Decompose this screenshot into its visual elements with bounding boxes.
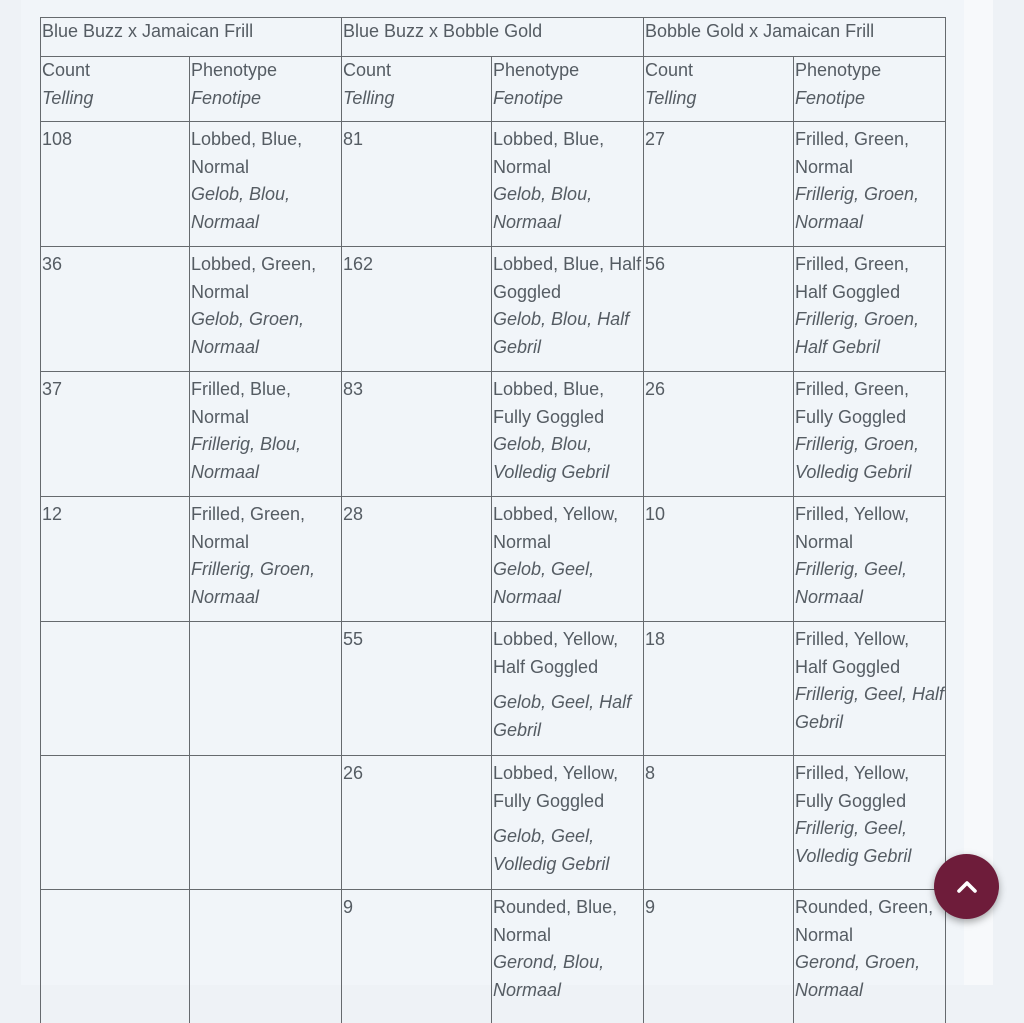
phenotype-af: Gelob, Blou, Half Gebril	[493, 306, 643, 361]
phenotype-cell	[190, 122, 342, 247]
phenotype-cell	[492, 122, 644, 247]
phenotype-en: Lobbed, Yellow, Fully Goggled	[493, 760, 643, 815]
phenotype-af: Frillerig, Groen, Normaal	[191, 556, 341, 611]
count-cell: 26	[644, 372, 794, 497]
count-header-af: Telling	[343, 85, 491, 113]
count-header-af: Telling	[42, 85, 189, 113]
phenotype-cell	[190, 756, 342, 890]
table-row	[41, 122, 946, 247]
count-header-en: Count	[343, 60, 391, 80]
table-row	[41, 372, 946, 497]
count-cell: 9	[342, 890, 492, 1023]
scroll-to-top-button[interactable]	[934, 854, 999, 919]
phenotype-af: Gelob, Blou, Volledig Gebril	[493, 431, 643, 486]
phenotype-cell	[794, 497, 946, 622]
count-header-af: Telling	[645, 85, 793, 113]
count-cell: 28	[342, 497, 492, 622]
table-row	[41, 497, 946, 622]
group-header-blue-buzz-bobble-gold: Blue Buzz x Bobble Gold	[342, 18, 644, 57]
count-cell: 162	[342, 247, 492, 372]
phenotype-en: Frilled, Green, Fully Goggled	[795, 376, 945, 431]
group-header-row	[41, 18, 946, 57]
phenotype-en: Rounded, Green, Normal	[795, 894, 945, 949]
phenotype-af: Frillerig, Groen, Half Gebril	[795, 306, 945, 361]
table-row	[41, 622, 946, 756]
phenotype-cell	[794, 756, 946, 890]
group-header-blue-buzz-jamaican-frill: Blue Buzz x Jamaican Frill	[41, 18, 342, 57]
phenotype-header-en: Phenotype	[493, 60, 579, 80]
phenotype-cell	[794, 247, 946, 372]
phenotype-cell	[190, 497, 342, 622]
phenotype-en: Lobbed, Blue, Half Goggled	[493, 251, 643, 306]
phenotype-en: Frilled, Blue, Normal	[191, 376, 341, 431]
phenotype-cell	[492, 497, 644, 622]
phenotype-en: Lobbed, Blue, Normal	[493, 126, 643, 181]
phenotype-cell	[492, 247, 644, 372]
count-cell: 36	[41, 247, 190, 372]
count-header	[342, 57, 492, 122]
phenotype-af: Frillerig, Groen, Volledig Gebril	[795, 431, 945, 486]
phenotype-en: Rounded, Blue, Normal	[493, 894, 643, 949]
count-cell: 83	[342, 372, 492, 497]
cross-results-table	[40, 17, 946, 1023]
count-cell: 27	[644, 122, 794, 247]
phenotype-cell	[492, 372, 644, 497]
phenotype-header	[794, 57, 946, 122]
count-cell: 56	[644, 247, 794, 372]
phenotype-af: Gerond, Groen, Normaal	[795, 949, 945, 1004]
phenotype-af: Frillerig, Blou, Normaal	[191, 431, 341, 486]
count-cell: 18	[644, 622, 794, 756]
count-cell: 26	[342, 756, 492, 890]
count-cell: 108	[41, 122, 190, 247]
phenotype-en: Lobbed, Yellow, Half Goggled	[493, 626, 643, 681]
phenotype-af: Gelob, Geel, Normaal	[493, 556, 643, 611]
phenotype-af: Frillerig, Geel, Half Gebril	[795, 681, 945, 736]
phenotype-cell	[492, 756, 644, 890]
phenotype-header-af: Fenotipe	[493, 85, 643, 113]
phenotype-cell	[794, 372, 946, 497]
table-row	[41, 247, 946, 372]
count-header-en: Count	[645, 60, 693, 80]
phenotype-en: Frilled, Green, Normal	[795, 126, 945, 181]
count-header	[644, 57, 794, 122]
phenotype-cell	[190, 247, 342, 372]
count-cell: 37	[41, 372, 190, 497]
phenotype-en: Frilled, Yellow, Half Goggled	[795, 626, 945, 681]
count-cell	[41, 890, 190, 1023]
phenotype-cell	[190, 890, 342, 1023]
phenotype-en: Frilled, Yellow, Fully Goggled	[795, 760, 945, 815]
phenotype-cell	[492, 890, 644, 1023]
scroll-gutter	[993, 0, 1024, 985]
column-header-row	[41, 57, 946, 122]
phenotype-cell	[794, 890, 946, 1023]
phenotype-en: Lobbed, Green, Normal	[191, 251, 341, 306]
phenotype-af: Frillerig, Geel, Normaal	[795, 556, 945, 611]
phenotype-cell	[794, 622, 946, 756]
count-cell: 12	[41, 497, 190, 622]
phenotype-cell	[190, 622, 342, 756]
count-cell: 81	[342, 122, 492, 247]
phenotype-header-en: Phenotype	[191, 60, 277, 80]
count-header-en: Count	[42, 60, 90, 80]
count-cell	[41, 622, 190, 756]
phenotype-af: Gelob, Groen, Normaal	[191, 306, 341, 361]
count-cell: 55	[342, 622, 492, 756]
count-cell: 8	[644, 756, 794, 890]
phenotype-af: Gelob, Geel, Half Gebril	[493, 689, 643, 744]
table-row	[41, 756, 946, 890]
phenotype-header-en: Phenotype	[795, 60, 881, 80]
chevron-up-icon	[956, 880, 978, 894]
phenotype-header-af: Fenotipe	[191, 85, 341, 113]
phenotype-cell	[190, 372, 342, 497]
phenotype-af: Gelob, Blou, Normaal	[493, 181, 643, 236]
phenotype-af: Gerond, Blou, Normaal	[493, 949, 643, 1004]
count-cell	[41, 756, 190, 890]
count-cell: 9	[644, 890, 794, 1023]
phenotype-af: Frillerig, Groen, Normaal	[795, 181, 945, 236]
phenotype-af: Gelob, Blou, Normaal	[191, 181, 341, 236]
phenotype-en: Lobbed, Blue, Fully Goggled	[493, 376, 643, 431]
sidebar-strip	[964, 0, 993, 985]
count-cell: 10	[644, 497, 794, 622]
phenotype-en: Frilled, Green, Normal	[191, 501, 341, 556]
phenotype-header	[492, 57, 644, 122]
count-header	[41, 57, 190, 122]
phenotype-header-af: Fenotipe	[795, 85, 945, 113]
phenotype-af: Frillerig, Geel, Volledig Gebril	[795, 815, 945, 870]
table-row	[41, 890, 946, 1023]
phenotype-cell	[492, 622, 644, 756]
phenotype-en: Lobbed, Yellow, Normal	[493, 501, 643, 556]
phenotype-cell	[794, 122, 946, 247]
phenotype-en: Frilled, Green, Half Goggled	[795, 251, 945, 306]
phenotype-en: Lobbed, Blue, Normal	[191, 126, 341, 181]
phenotype-header	[190, 57, 342, 122]
phenotype-af: Gelob, Geel, Volledig Gebril	[493, 823, 643, 878]
phenotype-en: Frilled, Yellow, Normal	[795, 501, 945, 556]
group-header-bobble-gold-jamaican-frill: Bobble Gold x Jamaican Frill	[644, 18, 946, 57]
